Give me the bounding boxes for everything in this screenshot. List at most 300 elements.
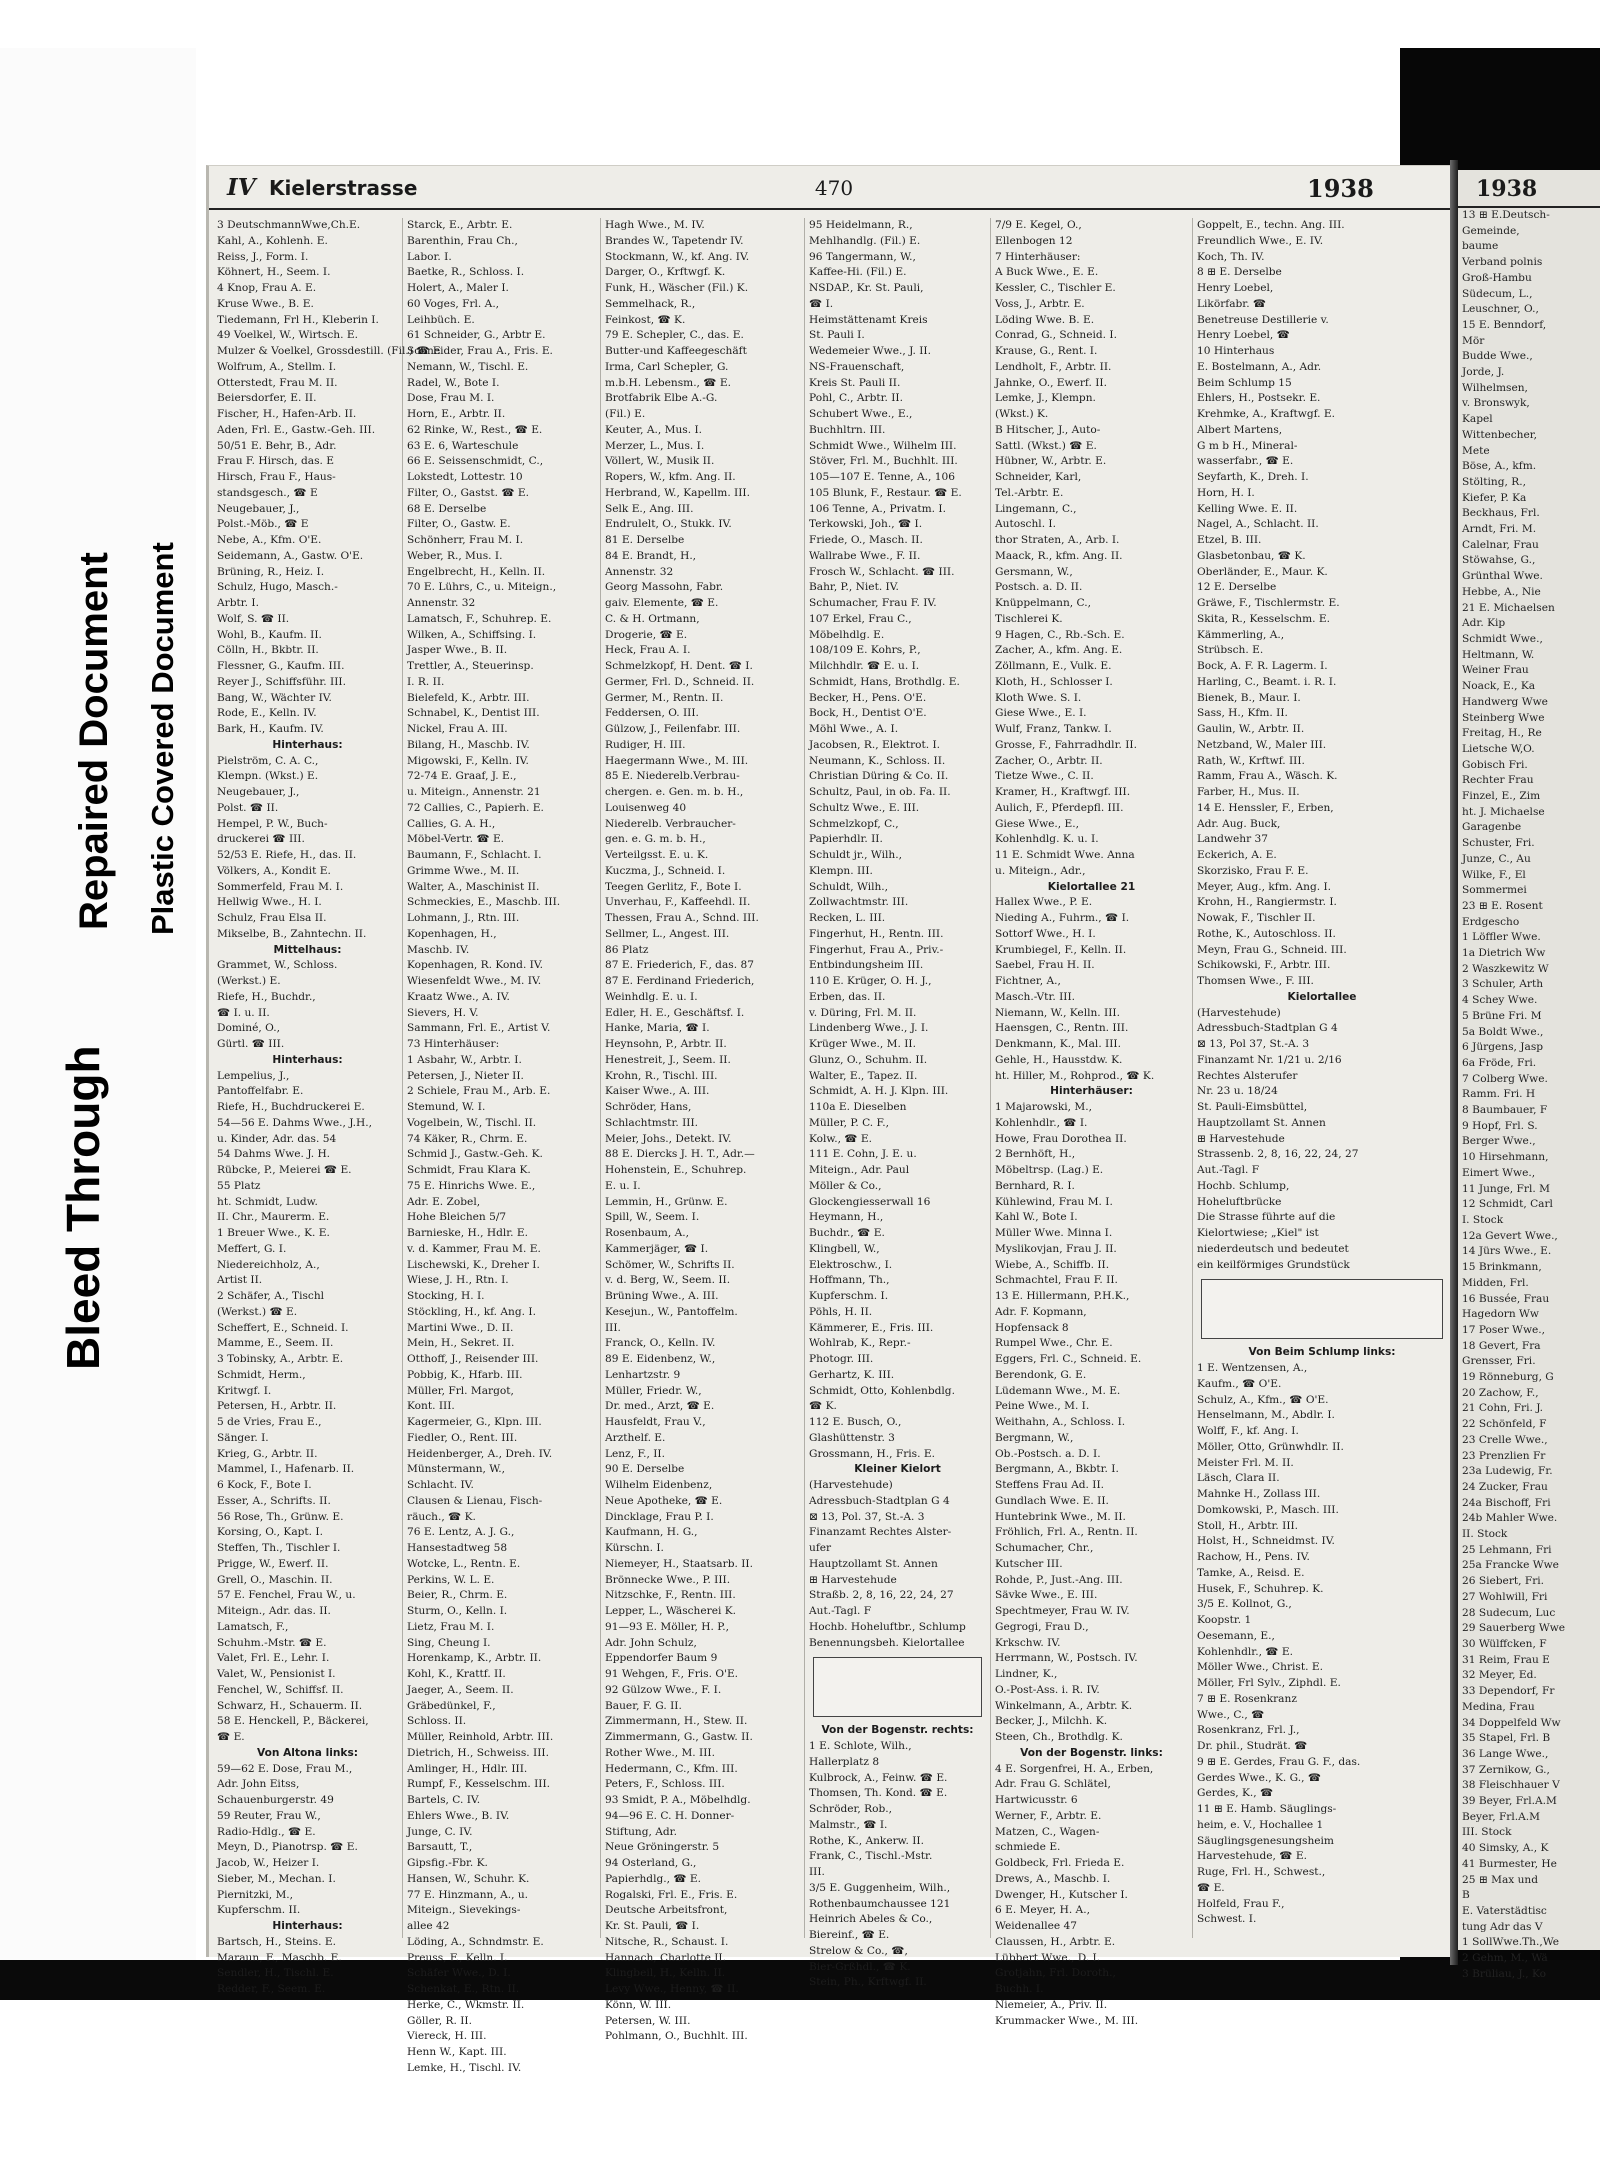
directory-entry: 57 E. Fenchel, Frau W., u.: [217, 1589, 356, 1602]
adjacent-page-entry: Kiefer, P. Ka: [1462, 491, 1527, 504]
directory-entry: Lamatsch, F.,: [217, 1620, 289, 1633]
adjacent-page-entry: 13 ⊞ E.Deutsch-: [1462, 209, 1550, 221]
directory-entry: Schmeckies, E., Maschb. III.: [407, 896, 561, 909]
directory-entry: Arzthelf. E.: [605, 1431, 666, 1444]
directory-entry: Filter, O., Gastst. ☎ E.: [407, 486, 530, 499]
directory-entry: 1 Majarowski, M.,: [995, 1101, 1092, 1113]
directory-entry: Schuldt jr., Wilh.,: [809, 849, 902, 861]
adjacent-page-entry: 15 E. Benndorf,: [1462, 318, 1547, 331]
directory-entry: Werner, F., Arbtr. E.: [995, 1809, 1102, 1822]
directory-entry: Kaffee-Hi. (Fil.) E.: [809, 266, 907, 279]
directory-entry: Heinrich Abeles & Co.,: [809, 1913, 933, 1926]
directory-entry: Hartwicusstr. 6: [995, 1794, 1078, 1806]
directory-entry: v. Düring, Frl. M. II.: [809, 1006, 917, 1019]
directory-entry: heim, e. V., Hochallee 1: [1197, 1818, 1324, 1831]
directory-entry: 1 Asbahr, W., Arbtr. I.: [407, 1053, 522, 1066]
directory-entry: Darger, O., Krftwgf. K.: [605, 266, 726, 279]
directory-entry: Lendholt, F., Arbtr. II.: [995, 360, 1112, 373]
directory-entry: Krohn, R., Tischl. III.: [605, 1069, 718, 1082]
directory-entry: Tischlerei K.: [995, 612, 1063, 625]
directory-entry: Peters, F., Schloss. III.: [605, 1778, 725, 1791]
directory-entry: Kaufmann, H. G.,: [605, 1526, 698, 1539]
adjacent-page-entry: B: [1462, 1889, 1470, 1902]
directory-entry: Vogelbein, W., Tischl. II.: [407, 1116, 537, 1129]
directory-entry: Klempn. III.: [809, 864, 873, 877]
adjacent-page-entry: Noack, E., Ka: [1462, 680, 1536, 693]
directory-entry: Kulbrock, A., Feinw. ☎ E.: [809, 1771, 948, 1784]
directory-entry: ⊠ 13, Pol. 37, St.-A. 3: [809, 1510, 925, 1523]
directory-entry: Sävke Wwe., E. III.: [995, 1589, 1098, 1602]
directory-entry: 3/5 E. Kollnot, G.,: [1197, 1598, 1292, 1611]
directory-entry: II. Chr., Maurerm. E.: [217, 1211, 330, 1224]
directory-entry: Herke, C., Wkmstr. II.: [407, 1998, 525, 2011]
directory-entry: 2 Schäfer, A., Tischl: [217, 1290, 325, 1302]
directory-entry: Dr. phil., Studrät. ☎: [1197, 1740, 1308, 1752]
directory-entry: Milchhdlr. ☎ E. u. I.: [809, 660, 920, 672]
directory-entry: Thomsen, Th. Kond. ☎ E.: [809, 1787, 948, 1800]
adjacent-page-entry: 28 Sudecum, Luc: [1462, 1606, 1556, 1619]
directory-entry: Friede, O., Masch. II.: [809, 534, 923, 546]
directory-entry: Weidenallee 47: [995, 1920, 1078, 1932]
directory-entry: Selk E., Ang. III.: [605, 502, 694, 515]
directory-entry: Wedemeier Wwe., J. II.: [809, 345, 931, 357]
directory-entry: Heymann, H.,: [809, 1211, 884, 1224]
adjacent-page-entry: Böse, A., kfm.: [1462, 460, 1537, 473]
directory-entry: Mehlhandlg. (Fil.) E.: [809, 234, 921, 247]
directory-entry: Nickel, Frau A. III.: [407, 723, 508, 735]
directory-entry: Redder, F., Seem. E.: [217, 1983, 326, 1995]
adjacent-page-entry: 12a Gevert Wwe.,: [1462, 1229, 1558, 1242]
directory-entry: Heck, Frau A. I.: [605, 644, 691, 657]
directory-entry: ⊞ Harvestehude: [1197, 1132, 1285, 1145]
directory-entry: Kloth Wwe. S. I.: [995, 691, 1082, 704]
directory-entry: 4 Knop, Frau A. E.: [217, 282, 317, 294]
directory-entry: Baetke, R., Schloss. I.: [407, 266, 525, 279]
directory-entry: Wohlrab, K., Repr.-: [809, 1337, 911, 1350]
directory-entry: Gräwe, F., Tischlermstr. E.: [1197, 597, 1340, 609]
directory-entry: Niemeyer, H., Staatsarb. II.: [605, 1557, 753, 1570]
directory-entry: schmiede E.: [995, 1841, 1061, 1854]
directory-entry: Gehle, H., Hausstdw. K.: [995, 1053, 1123, 1066]
directory-entry: Hauptzollamt St. Annen: [809, 1557, 938, 1570]
column-4: [805, 218, 991, 1989]
directory-entry: Jacobsen, R., Elektrot. I.: [809, 738, 941, 751]
directory-entry: Huntebrink Wwe., M. II.: [995, 1510, 1126, 1523]
directory-entry: Feinkost, ☎ K.: [605, 313, 686, 326]
directory-entry: Glockengiesserwall 16: [809, 1195, 931, 1208]
directory-entry: Aut.-Tagl. F: [1197, 1164, 1260, 1176]
directory-entry: Möller, Frl Sylv., Ziphdl. E.: [1197, 1677, 1341, 1689]
directory-entry: Benetreuse Destillerie v.: [1197, 313, 1329, 326]
directory-entry: Baumann, F., Schlacht. I.: [407, 849, 542, 861]
directory-entry: Hedermann, C., Kfm. III.: [605, 1762, 738, 1775]
adjacent-page-entry: Rechter Frau: [1462, 774, 1534, 787]
directory-entry: Grotjahn, Frl. Doroth.,: [995, 1967, 1116, 1980]
adjacent-page-entry: Gemeinde,: [1462, 224, 1520, 237]
directory-entry: Löding, A., Schndmstr. E.: [407, 1935, 544, 1948]
directory-entry: Nr. 23 u. 18/24: [1197, 1085, 1278, 1098]
directory-entry: Etzel, B. III.: [1197, 534, 1262, 546]
directory-entry: Merzer, L., Mus. I.: [605, 439, 705, 452]
directory-entry: Eggers, Frl. C., Schneid. E.: [995, 1353, 1142, 1365]
directory-entry: Hübner, W., Arbtr. E.: [995, 455, 1107, 468]
directory-entry: Pobbig, K., Hfarb. III.: [407, 1368, 523, 1381]
directory-entry: Recken, L. III.: [809, 912, 886, 924]
directory-entry: Strübsch. E.: [1197, 644, 1264, 657]
directory-entry: 7 ⊞ E. Rosenkranz: [1197, 1692, 1297, 1705]
adjacent-page-entry: 19 Rönneburg, G: [1462, 1371, 1554, 1384]
directory-entry: Wiebe, A., Schiffb. II.: [995, 1258, 1110, 1271]
directory-entry: Müller, P. C. F.,: [809, 1116, 889, 1129]
directory-entry: Hagh Wwe., M. IV.: [605, 219, 705, 231]
directory-entry: Germer, Frl. D., Schneid. II.: [605, 675, 755, 688]
directory-entry: Martini Wwe., D. II.: [407, 1321, 514, 1334]
directory-entry: Nowak, F., Tischler II.: [1197, 912, 1316, 924]
adjacent-page-entry: Stölting, R.,: [1462, 475, 1526, 488]
directory-entry: Gülzow, J., Feilenfabr. III.: [605, 723, 741, 735]
adjacent-page-entry: 21 Cohn, Fri. J.: [1462, 1402, 1544, 1415]
directory-entry: Möbeltrsp. (Lag.) E.: [995, 1164, 1104, 1176]
directory-entry: Schmelzkopf, C.,: [809, 817, 899, 830]
directory-entry: Hempel, P. W., Buch-: [217, 817, 328, 830]
column-2: [403, 218, 601, 2074]
directory-entry: Lietz, Frau M. I.: [407, 1620, 495, 1633]
directory-entry: Kämmerling, A.,: [1197, 628, 1285, 641]
directory-entry: Giese Wwe., E.,: [995, 817, 1079, 830]
directory-entry: ufer: [809, 1542, 832, 1554]
directory-entry: gaiv. Elemente, ☎ E.: [605, 597, 719, 609]
directory-entry: Sommerfeld, Frau M. I.: [217, 880, 344, 893]
directory-entry: Holfeld, Frau F.,: [1197, 1897, 1285, 1910]
directory-entry: Fenchel, W., Schiffsf. II.: [217, 1683, 344, 1696]
directory-entry: 87 E. Ferdinand Friederich,: [605, 975, 755, 987]
adjacent-page-entry: Grensser, Fri.: [1462, 1355, 1536, 1368]
directory-entry: Rath, W., Krftwf. III.: [1197, 754, 1305, 767]
directory-entry: Bilang, H., Maschb. IV.: [407, 738, 530, 751]
directory-entry: Adr. John Schulz,: [605, 1636, 697, 1649]
adjacent-page-entry: Beckhaus, Frl.: [1462, 507, 1540, 520]
directory-entry: Krohn, H., Rangiermstr. I.: [1197, 896, 1337, 909]
adjacent-page-entry: Groß-Hambu: [1462, 271, 1532, 284]
directory-entry: Horn, H. I.: [1197, 486, 1255, 499]
adjacent-page-entry: Verband polnis: [1462, 256, 1543, 269]
directory-entry: Rother Wwe., M. III.: [605, 1746, 715, 1759]
directory-entry: Schäfer Wwe., D. I.: [407, 1967, 511, 1980]
directory-entry: Sieber, M., Mechan. I.: [217, 1872, 336, 1885]
directory-entry: Georg Massohn, Fabr.: [605, 581, 724, 594]
directory-entry: Münstermann, W.,: [407, 1463, 506, 1476]
directory-entry: Buchh. I.: [995, 1983, 1044, 1995]
directory-entry: Schönherr, Frau M. I.: [407, 534, 524, 546]
directory-entry: Von der Bogenstr. rechts:: [821, 1724, 974, 1737]
directory-entry: Keuter, A., Mus. I.: [605, 423, 703, 436]
adjacent-page-entry: Handwerg Wwe: [1462, 695, 1548, 708]
directory-entry: Bienek, B., Maur. I.: [1197, 691, 1301, 704]
directory-entry: St. Pauli I.: [809, 329, 865, 342]
directory-entry: Dose, Frau M. I.: [407, 392, 495, 405]
directory-entry: Kämmerer, E., Fris. III.: [809, 1321, 934, 1334]
directory-entry: III.: [605, 1321, 621, 1334]
directory-entry: 105 Blunk, F., Restaur. ☎ E.: [809, 486, 962, 499]
directory-entry: Kupferschm. II.: [217, 1904, 301, 1917]
directory-entry: Pohl, C., Arbtr. II.: [809, 392, 903, 405]
directory-entry: Krkschw. IV.: [995, 1636, 1061, 1649]
directory-entry: Ruge, Frl. H., Schwest.,: [1197, 1866, 1326, 1878]
directory-entry: Maack, R., kfm. Ang. II.: [995, 549, 1123, 562]
directory-entry: Rothenbaumchaussee 121: [809, 1897, 951, 1910]
directory-entry: Brandes W., Tapetendr IV.: [605, 234, 744, 247]
directory-entry: (Wkst.) K.: [995, 408, 1049, 420]
directory-entry: ☎ E.: [1197, 1881, 1225, 1894]
directory-entry: Esser, A., Schrifts. II.: [217, 1494, 331, 1507]
directory-entry: Kr. St. Pauli, ☎ I.: [605, 1920, 700, 1932]
directory-entry: Henn W., Kapt. III.: [407, 2046, 507, 2058]
adjacent-page-entry: E. Vaterstädtisc: [1462, 1904, 1547, 1917]
directory-entry: Wiesenfeldt Wwe., M. IV.: [407, 975, 542, 987]
directory-entry: Hallex Wwe., P. E.: [995, 896, 1093, 909]
directory-entry: Neue Gröningerstr. 5: [605, 1841, 720, 1854]
directory-entry: Grammet, W., Schloss.: [217, 959, 338, 972]
directory-entry: Fingerhut, Frau A., Priv.-: [809, 943, 944, 956]
adjacent-page-entry: Junze, C., Au: [1462, 852, 1531, 865]
adjacent-page-entry: 18 Gevert, Fra: [1462, 1339, 1541, 1352]
directory-entry: Farber, H., Mus. II.: [1197, 786, 1300, 798]
directory-entry: Miteign., Adr. das. II.: [217, 1605, 331, 1617]
directory-entry: 59 Reuter, Frau W.,: [217, 1809, 321, 1822]
directory-entry: Aut.-Tagl. F: [809, 1605, 872, 1617]
directory-entry: Kagermeier, G., Klpn. III.: [407, 1416, 542, 1428]
directory-entry: Lenz, F., II.: [605, 1447, 665, 1460]
directory-entry: Wilhelm Eidenbenz,: [605, 1479, 713, 1491]
adjacent-page-entry: 23 Prenzlien Fr: [1462, 1449, 1546, 1462]
directory-entry: Rosenbaum, A.,: [605, 1227, 689, 1239]
directory-entry: Horenkamp, K., Arbtr. II.: [407, 1652, 542, 1665]
directory-entry: Gerdes, K., ☎: [1197, 1787, 1274, 1800]
directory-entry: Thessen, Frau A., Schnd. III.: [605, 912, 759, 924]
directory-entry: Bielefeld, K., Arbtr. III.: [407, 691, 530, 704]
adjacent-page-entry: Schmidt Wwe.,: [1462, 632, 1543, 645]
directory-entry: Jasper Wwe., B. II.: [407, 644, 508, 657]
directory-entry: 6 E. Meyer, H. A.,: [995, 1904, 1090, 1917]
directory-entry: Adr. Frau G. Schlätel,: [995, 1778, 1111, 1791]
adjacent-page-entry: 34 Doppelfeld Ww: [1462, 1716, 1561, 1729]
directory-entry: Mahnke H., Zollass III.: [1197, 1488, 1321, 1500]
directory-entry: Harling, C., Beamt. i. R. I.: [1197, 675, 1337, 688]
directory-entry: Gräbedünkel, F.,: [407, 1699, 496, 1712]
directory-entry: Völlert, W., Musik II.: [605, 455, 715, 468]
directory-entry: Polst. ☎ II.: [217, 801, 279, 814]
directory-entry: Freundlich Wwe., E. IV.: [1197, 234, 1324, 247]
directory-entry: Henselmann, M., Abdlr. I.: [1197, 1409, 1335, 1422]
adjacent-page-entry: 32 Meyer, Ed.: [1462, 1669, 1537, 1682]
directory-entry: Zöllmann, E., Vulk. E.: [995, 660, 1112, 672]
directory-entry: 90 E. Derselbe: [605, 1463, 685, 1476]
directory-entry: 96 Tangermann, W.,: [809, 250, 916, 263]
directory-entry: Sattl. (Wkst.) ☎ E.: [995, 439, 1097, 452]
directory-entry: Schubert Wwe., E.,: [809, 408, 913, 420]
adjacent-page-entry: Heltmann, W.: [1462, 648, 1535, 661]
adjacent-page-entry: 5a Boldt Wwe.,: [1462, 1025, 1544, 1038]
directory-entry: Verteilgsst. E. u. K.: [605, 849, 709, 861]
directory-entry: C. & H. Ortmann,: [605, 612, 700, 625]
directory-entry: Schmidt Wwe., Wilhelm III.: [809, 439, 957, 452]
directory-entry: Neugebauer, J.,: [217, 502, 300, 515]
adjacent-page-entry: 31 Reim, Frau E: [1462, 1653, 1550, 1666]
street-map-sketch: [1201, 1279, 1443, 1339]
directory-entry: 75 E. Hinrichs Wwe. E.,: [407, 1179, 536, 1192]
adjacent-page-entry: 41 Burmester, He: [1462, 1857, 1557, 1870]
adjacent-page-entry: Garagenbe: [1462, 821, 1522, 834]
directory-entry: Glashüttenstr. 3: [809, 1431, 895, 1444]
directory-entry: 9 Hagen, C., Rb.-Sch. E.: [995, 628, 1125, 641]
directory-entry: Schultz Wwe., E. III.: [809, 801, 920, 814]
directory-entry: Pohlmann, O., Buchhlt. III.: [605, 2030, 748, 2043]
adjacent-page-entry: Adr. Kip: [1462, 617, 1506, 630]
directory-entry: Eckerich, A. E.: [1197, 849, 1277, 861]
directory-entry: Jaeger, A., Seem. II.: [407, 1683, 514, 1696]
directory-entry: Seidemann, A., Gastw. O'E.: [217, 549, 364, 562]
directory-entry: Levy Wwe., Henny, ☎ II.: [605, 1983, 739, 1995]
directory-entry: Möbel-Vertr. ☎ E.: [407, 833, 505, 846]
page-fold-shadow: [1450, 160, 1458, 1965]
directory-entry: Wiese, J. H., Rtn. I.: [407, 1274, 509, 1287]
adjacent-page-entry: 39 Beyer, Frl.A.M: [1462, 1795, 1557, 1808]
directory-entry: Ob.-Postsch. a. D. I.: [995, 1447, 1101, 1460]
directory-entry: Mammel, I., Hafenarb. II.: [217, 1463, 355, 1476]
directory-entry: Petersen, W. III.: [605, 2014, 691, 2027]
adjacent-page-entry: Wilke, F., El: [1462, 868, 1526, 881]
adjacent-page-entry: Steinberg Wwe: [1462, 711, 1545, 724]
adjacent-page-entry: 3 Schuler, Arth: [1462, 978, 1544, 991]
directory-entry: Lamatsch, F., Schuhrep. E.: [407, 612, 552, 625]
directory-entry: Zimmermann, H., Stew. II.: [605, 1715, 748, 1728]
directory-entry: Niederelb. Verbraucher-: [605, 817, 736, 830]
directory-entry: 66 E. Seissenschmidt, C.,: [407, 455, 544, 468]
directory-entry: NSDAP., Kr. St. Pauli,: [809, 282, 924, 294]
directory-entry: Wolf, S. ☎ II.: [217, 612, 290, 625]
directory-entry: Stemund, W. I.: [407, 1101, 486, 1113]
directory-entry: Nebe, A., Kfm. O'E.: [217, 534, 322, 546]
directory-entry: Müller Wwe. Minna I.: [995, 1227, 1113, 1239]
directory-entry: Weinhdlg. E. u. I.: [605, 990, 698, 1003]
directory-entry: Kopenhagen, H.,: [407, 927, 497, 940]
adjacent-page-entry: 2 Waszkewitz W: [1462, 962, 1549, 975]
directory-entry: 62 Rinke, W., Rest., ☎ E.: [407, 423, 543, 436]
directory-entry: Adr. Aug. Buck,: [1197, 817, 1281, 830]
directory-entry: Schröder, Hans,: [605, 1101, 692, 1113]
directory-entry: Kloth, H., Schlosser I.: [995, 675, 1113, 688]
directory-entry: Migowski, F., Kelln. IV.: [407, 754, 529, 767]
directory-entry: Fiedler, O., Rent. III.: [407, 1431, 518, 1444]
directory-entry: Klempn. (Wkst.) E.: [217, 770, 319, 783]
directory-entry: 94—96 E. C. H. Donner-: [605, 1809, 735, 1822]
directory-entry: Buchdr., ☎ E.: [809, 1227, 885, 1239]
directory-entry: Adressbuch-Stadtplan G 4: [1197, 1022, 1338, 1035]
directory-entry: Seyfarth, K., Dreh. I.: [1197, 471, 1309, 483]
directory-entry: Zimmermann, G., Gastw. II.: [605, 1731, 753, 1743]
directory-entry: 7/9 E. Kegel, O.,: [995, 219, 1082, 231]
directory-entry: räuch., ☎ K.: [407, 1510, 476, 1523]
directory-entry: Perkins, W. L. E.: [407, 1573, 495, 1586]
directory-entry: Annenstr. 32: [407, 597, 476, 609]
directory-entry: Adressbuch-Stadtplan G 4: [809, 1494, 950, 1507]
directory-entry: Brotfabrik Elbe A.-G.: [605, 392, 718, 405]
directory-entry: Von der Bogenstr. links:: [1020, 1746, 1163, 1759]
adjacent-page-entry: 40 Simsky, A., K: [1462, 1842, 1549, 1855]
directory-entry: Spill, W., Seem. I.: [605, 1211, 700, 1224]
directory-entry: Kraatz Wwe., A. IV.: [407, 990, 510, 1003]
directory-entry: 93 Smidt, P. A., Möbelhdlg.: [605, 1794, 751, 1806]
directory-entry: Engelbrecht, H., Kelln. II.: [407, 565, 546, 578]
adjacent-page-entry: 16 Bussée, Frau: [1462, 1292, 1550, 1305]
directory-entry: Holst, H., Schneidmst. IV.: [1197, 1535, 1335, 1548]
directory-entry: Meier, Johs., Detekt. IV.: [605, 1132, 732, 1145]
directory-entry: B Hitscher, J., Auto-: [995, 423, 1101, 436]
directory-entry: Zacher, O., Arbtr. II.: [995, 754, 1103, 767]
directory-entry: Beim Schlump 15: [1197, 376, 1292, 389]
adjacent-page-entry: Calelnar, Frau: [1462, 538, 1539, 551]
directory-entry: Benennungsbeh. Kielortallee: [809, 1636, 965, 1649]
adjacent-page-entry: 35 Stapel, Frl. B: [1462, 1732, 1551, 1745]
directory-entry: Cölln, H., Bkbtr. II.: [217, 644, 319, 657]
directory-entry: Koopstr. 1: [1197, 1614, 1252, 1626]
directory-entry: Gundlach Wwe. E. II.: [995, 1494, 1109, 1507]
directory-entry: Schulz, Frau Elsa II.: [217, 912, 327, 924]
directory-entry: Horn, E., Arbtr. II.: [407, 408, 506, 420]
directory-entry: 79 E. Schepler, C., das. E.: [605, 329, 744, 342]
directory-entry: Göller, R. II.: [407, 2014, 472, 2027]
directory-entry: Kritwgf. I.: [217, 1384, 272, 1397]
directory-entry: Beiersdorfer, E. II.: [217, 392, 317, 405]
directory-entry: Oberländer, E., Maur. K.: [1197, 565, 1328, 578]
directory-entry: Valet, Frl. E., Lehr. I.: [217, 1652, 330, 1665]
adjacent-page-entry: Freitag, H., Re: [1462, 727, 1542, 740]
directory-entry: Tel.-Arbtr. E.: [995, 486, 1064, 499]
directory-entry: Haegermann Wwe., M. III.: [605, 754, 749, 767]
directory-entry: Schloss. II.: [407, 1715, 467, 1728]
directory-entry: Pöhls, H. II.: [809, 1305, 873, 1318]
directory-entry: Nagel, A., Schlacht. II.: [1197, 518, 1319, 531]
directory-entry: Walter, E., Tapez. II.: [809, 1069, 918, 1082]
directory-entry: Henry Loebel, ☎: [1197, 329, 1290, 342]
directory-entry: Bergmann, W.,: [995, 1431, 1074, 1444]
adjacent-page-entry: 6 Jürgens, Jasp: [1462, 1041, 1544, 1054]
directory-entry: Ellenbogen 12: [995, 234, 1073, 247]
adjacent-page-entry: 14 Jürs Wwe., E.: [1462, 1245, 1552, 1258]
adjacent-page-entry: Eimert Wwe.,: [1462, 1166, 1536, 1179]
directory-entry: Schmidt, Frau Klara K.: [407, 1164, 531, 1176]
directory-entry: Schnabel, K., Dentist III.: [407, 707, 540, 720]
directory-entry: Spechtmeyer, Frau W. IV.: [995, 1605, 1130, 1617]
directory-entry: Bark, H., Kaufm. IV.: [217, 723, 324, 735]
directory-entry: Dwenger, H., Kutscher I.: [995, 1888, 1128, 1901]
adjacent-page-entry: 37 Zernikow, G.,: [1462, 1763, 1550, 1776]
adjacent-page-entry: 2 Gehm, M., Wä: [1462, 1952, 1548, 1965]
directory-entry: Neue Apotheke, ☎ E.: [605, 1494, 723, 1507]
directory-entry: Denkmann, K., Mal. III.: [995, 1038, 1121, 1050]
directory-entry: ☎ K.: [809, 1400, 837, 1413]
directory-entry: 2 Bernhöft, H.,: [995, 1148, 1076, 1161]
directory-entry: Nitzschke, F., Rentn. III.: [605, 1589, 736, 1602]
directory-entry: Kahl, A., Kohlenh. E.: [217, 234, 328, 247]
directory-entry: Kutscher III.: [995, 1557, 1063, 1570]
directory-entry: Kielortallee: [1287, 990, 1357, 1003]
directory-entry: Gaulin, W., Arbtr. II.: [1197, 723, 1305, 735]
directory-entry: Koch, Th. IV.: [1197, 250, 1265, 263]
directory-entry: Maraun, F., Maschb. E.: [217, 1951, 342, 1964]
directory-entry: Von Beim Schlump links:: [1248, 1346, 1396, 1359]
directory-entry: Winkelmann, A., Arbtr. K.: [995, 1699, 1133, 1712]
